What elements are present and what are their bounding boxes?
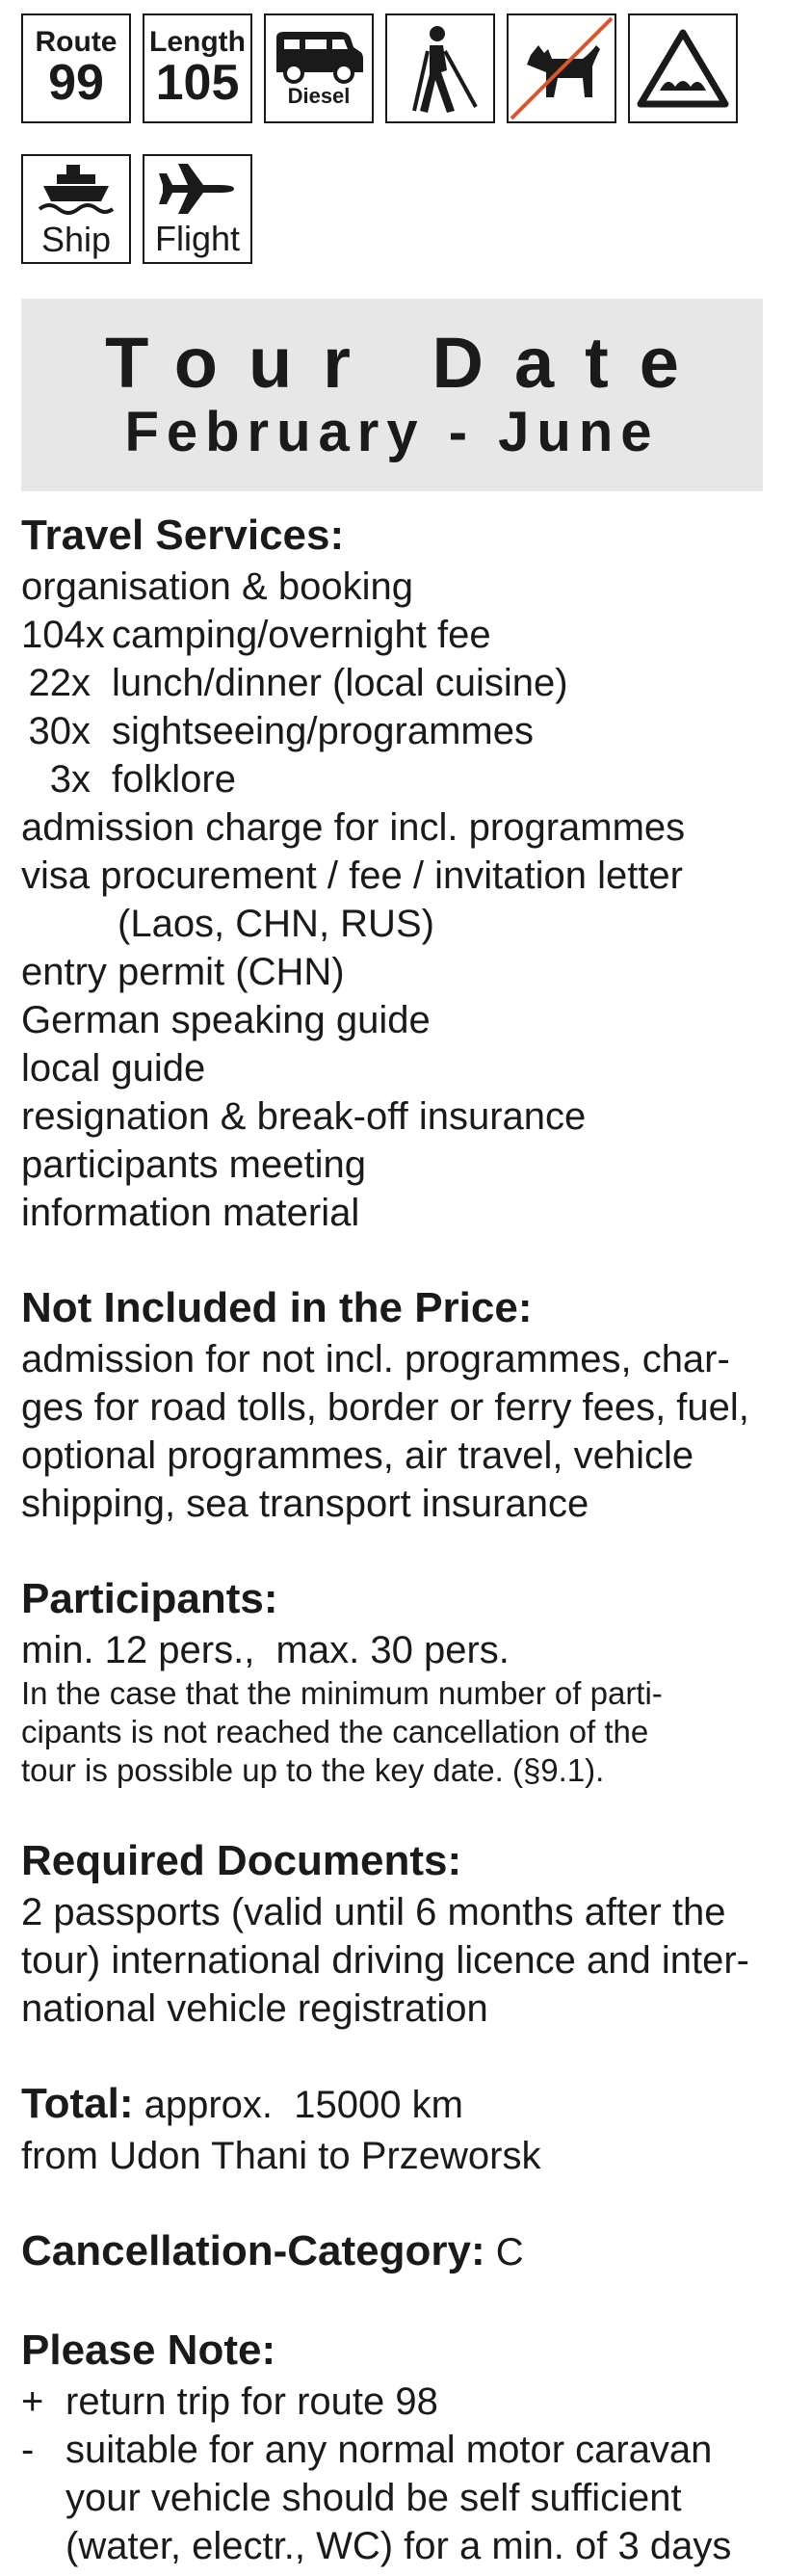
dogs-badge bbox=[507, 13, 616, 123]
service-item: resignation & break-off insurance bbox=[21, 1095, 587, 1138]
badge-row-top bbox=[21, 13, 772, 123]
not-included-line: admission for not incl. programmes, char- bbox=[21, 1338, 730, 1380]
travel-services-section bbox=[21, 509, 768, 1237]
documents-section bbox=[21, 1834, 768, 2033]
hiking-badge bbox=[385, 13, 495, 123]
cancellation-value: C bbox=[495, 2231, 524, 2274]
tour-date-range: February - June bbox=[124, 400, 660, 463]
length-number: 105 bbox=[155, 54, 240, 111]
length-badge bbox=[143, 13, 252, 123]
note-item bbox=[21, 2426, 768, 2474]
service-text: lunch/dinner (local cuisine) bbox=[112, 662, 568, 704]
total-section bbox=[21, 2077, 768, 2180]
note-text: return trip for route 98 bbox=[65, 2380, 438, 2423]
note-mark: - bbox=[21, 2429, 35, 2471]
total-route: from Udon Thani to Przeworsk bbox=[21, 2135, 541, 2177]
not-included-line: optional programmes, air travel, vehicle bbox=[21, 1434, 694, 1477]
service-qty-row bbox=[21, 659, 768, 707]
participants-note-line: In the case that the minimum number of parti- bbox=[21, 1675, 663, 1711]
flight-badge bbox=[143, 154, 252, 264]
note-text: (water, electr., WC) for a min. of 3 days bbox=[65, 2525, 732, 2567]
ship-label: Ship bbox=[40, 220, 112, 259]
motorhome-icon bbox=[273, 30, 365, 84]
note-text: your vehicle should be self sufficient bbox=[65, 2477, 682, 2519]
documents-line: national vehicle registration bbox=[21, 1987, 488, 2030]
participants-range: min. 12 pers., max. 30 pers. bbox=[21, 1629, 510, 1671]
service-qty: 104x bbox=[21, 614, 105, 656]
documents-line: tour) international driving licence and inter- bbox=[21, 1939, 749, 1982]
not-included-section bbox=[21, 1281, 768, 1528]
participants-heading: Participants: bbox=[21, 1575, 278, 1622]
participants-note-line: tour is possible up to the key date. (§9.1). bbox=[21, 1752, 605, 1788]
feature-badges bbox=[21, 13, 772, 295]
tour-date-box bbox=[21, 299, 763, 491]
airplane-icon bbox=[159, 162, 236, 216]
cancellation-line bbox=[21, 2224, 768, 2279]
service-qty: 3x bbox=[49, 758, 91, 801]
cancellation-heading: Cancellation-Category: bbox=[21, 2227, 485, 2274]
hiker-icon bbox=[399, 22, 482, 115]
total-value: approx. 15000 km bbox=[144, 2084, 463, 2126]
documents-heading: Required Documents: bbox=[21, 1837, 462, 1884]
total-heading: Total: bbox=[21, 2080, 134, 2127]
participants-note-line: cipants is not reached the cancellation of the bbox=[21, 1714, 649, 1749]
no-dogs-icon bbox=[510, 16, 614, 120]
route-label: Route bbox=[35, 25, 118, 58]
not-included-line: ges for road tolls, border or ferry fees, fuel, bbox=[21, 1386, 749, 1429]
services-intro: organisation & booking bbox=[21, 565, 413, 608]
service-item: local guide bbox=[21, 1047, 206, 1090]
route-badge bbox=[21, 13, 131, 123]
service-qty: 30x bbox=[28, 710, 91, 752]
road-badge bbox=[628, 13, 738, 123]
service-visa: visa procurement / fee / invitation letter bbox=[21, 854, 683, 897]
not-included-line: shipping, sea transport insurance bbox=[21, 1483, 589, 1525]
flight-label: Flight bbox=[154, 219, 241, 258]
tour-date-title: Tour Date bbox=[105, 322, 710, 403]
fuel-label: Diesel bbox=[287, 84, 351, 108]
note-text: suitable for any normal motor caravan bbox=[65, 2429, 713, 2471]
length-label: Length bbox=[149, 25, 246, 58]
tour-details bbox=[21, 509, 768, 2570]
service-item: information material bbox=[21, 1192, 360, 1234]
travel-services-heading: Travel Services: bbox=[21, 512, 345, 559]
cancellation-section bbox=[21, 2224, 768, 2279]
badge-row-bottom bbox=[21, 154, 772, 264]
participants-section bbox=[21, 1572, 768, 1790]
service-item: participants meeting bbox=[21, 1143, 366, 1186]
total-line bbox=[21, 2077, 768, 2132]
bumpy-road-warning-icon bbox=[637, 27, 729, 110]
service-qty-row bbox=[21, 611, 768, 659]
service-visa-countries: (Laos, CHN, RUS) bbox=[118, 903, 434, 945]
service-item: German speaking guide bbox=[21, 999, 431, 1041]
note-mark: + bbox=[21, 2380, 44, 2423]
service-qty-row bbox=[21, 755, 768, 803]
service-qty-row bbox=[21, 707, 768, 755]
service-admission: admission charge for incl. programmes bbox=[21, 806, 686, 849]
not-included-heading: Not Included in the Price: bbox=[21, 1284, 533, 1331]
documents-line: 2 passports (valid until 6 months after the bbox=[21, 1891, 726, 1933]
service-qty: 22x bbox=[28, 662, 91, 704]
fuel-badge bbox=[264, 13, 374, 123]
ship-icon bbox=[38, 161, 115, 217]
route-number: 99 bbox=[48, 54, 104, 111]
service-item: entry permit (CHN) bbox=[21, 951, 345, 993]
service-text: camping/overnight fee bbox=[112, 614, 491, 656]
ship-badge bbox=[21, 154, 131, 264]
note-item bbox=[21, 2378, 768, 2426]
service-text: folklore bbox=[112, 758, 236, 801]
strike-line bbox=[511, 18, 612, 118]
service-text: sightseeing/programmes bbox=[112, 710, 534, 752]
please-note-heading: Please Note: bbox=[21, 2326, 276, 2374]
please-note-section bbox=[21, 2324, 768, 2570]
